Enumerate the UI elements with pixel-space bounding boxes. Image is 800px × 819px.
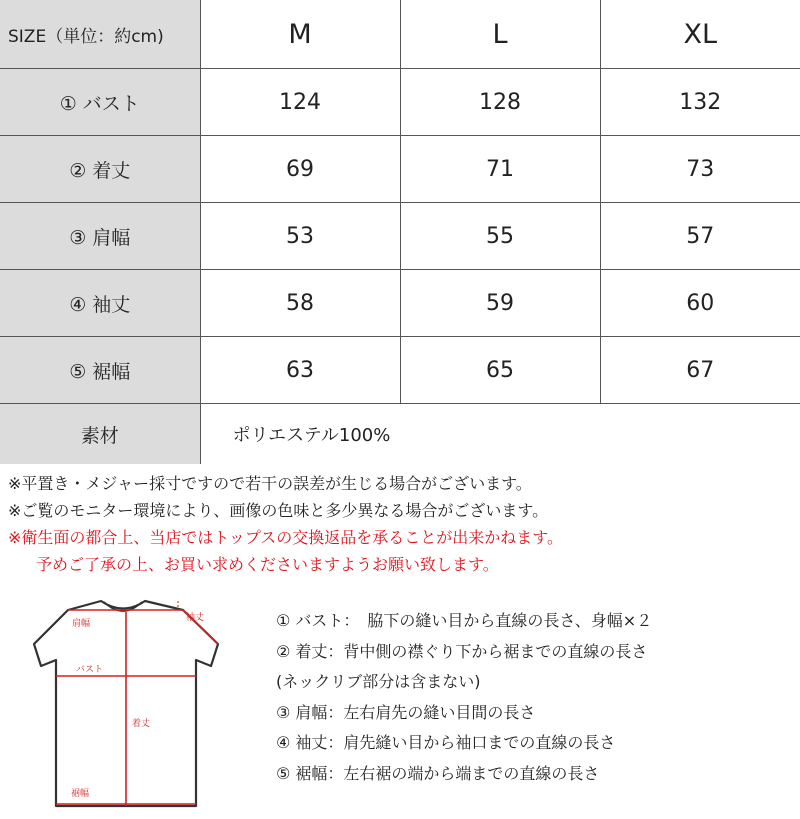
row-label: ② 着丈 [0, 136, 200, 203]
header-label: SIZE（単位：約cm) [0, 0, 200, 69]
cell-value: 65 [400, 337, 600, 404]
table-row [0, 270, 800, 337]
material-row [0, 404, 800, 465]
sleeve-label: 袖丈 [186, 613, 205, 623]
bust-label: バスト [76, 665, 104, 675]
header-row [0, 0, 800, 69]
cell-value: 58 [200, 270, 400, 337]
note-line: ※平置き・メジャー採寸ですので若干の誤差が生じる場合がございます。 [8, 474, 532, 493]
cell-value: 67 [600, 337, 800, 404]
size-xl-header: XL [600, 0, 800, 69]
table-row [0, 337, 800, 404]
cell-value: 124 [200, 69, 400, 136]
table-row [0, 69, 800, 136]
cell-value: 128 [400, 69, 600, 136]
cell-value: 132 [600, 69, 800, 136]
tshirt-diagram [18, 598, 248, 813]
desc-line: ① バスト： 脇下の縫い目から直線の長さ、身幅×２ [276, 611, 653, 630]
length-label: 着丈 [132, 719, 151, 729]
row-label: ① バスト [0, 69, 200, 136]
desc-line: ③ 肩幅：左右肩先の縫い目間の長さ [276, 702, 536, 722]
table-row [0, 203, 800, 270]
desc-line: ② 着丈：背中側の襟ぐり下から裾までの直線の長さ [276, 641, 648, 661]
cell-value: 53 [200, 203, 400, 270]
material-value: ポリエステル100% [200, 404, 800, 465]
measurement-descriptions [276, 606, 652, 789]
desc-line: ④ 袖丈：肩先縫い目から袖口までの直線の長さ [276, 733, 616, 752]
shoulder-label: 肩幅 [72, 619, 91, 629]
notes [8, 470, 563, 578]
cell-value: 63 [200, 337, 400, 404]
cell-value: 57 [600, 203, 800, 270]
material-label: 素材 [0, 404, 200, 465]
note-line-warning: 予めご了承の上、お買い求めくださいますようお願い致します。 [36, 555, 499, 574]
size-m-header: M [200, 0, 400, 69]
note-line: ※ご覧のモニター環境により、画像の色味と多少異なる場合がございます。 [8, 501, 549, 520]
cell-value: 69 [200, 136, 400, 203]
cell-value: 60 [600, 270, 800, 337]
cell-value: 59 [400, 270, 600, 337]
row-label: ⑤ 裾幅 [0, 337, 200, 404]
row-label: ③ 肩幅 [0, 203, 200, 270]
cell-value: 55 [400, 203, 600, 270]
cell-value: 71 [400, 136, 600, 203]
hem-label: 裾幅 [71, 789, 90, 799]
desc-line: (ネックリブ部分は含まない) [276, 672, 481, 691]
note-line-warning: ※衛生面の都合上、当店ではトップスの交換返品を承ることが出来かねます。 [8, 528, 564, 547]
desc-line: ⑤ 裾幅：左右裾の端から端までの直線の長さ [276, 763, 600, 783]
table-row [0, 136, 800, 203]
cell-value: 73 [600, 136, 800, 203]
row-label: ④ 袖丈 [0, 270, 200, 337]
size-l-header: L [400, 0, 600, 69]
